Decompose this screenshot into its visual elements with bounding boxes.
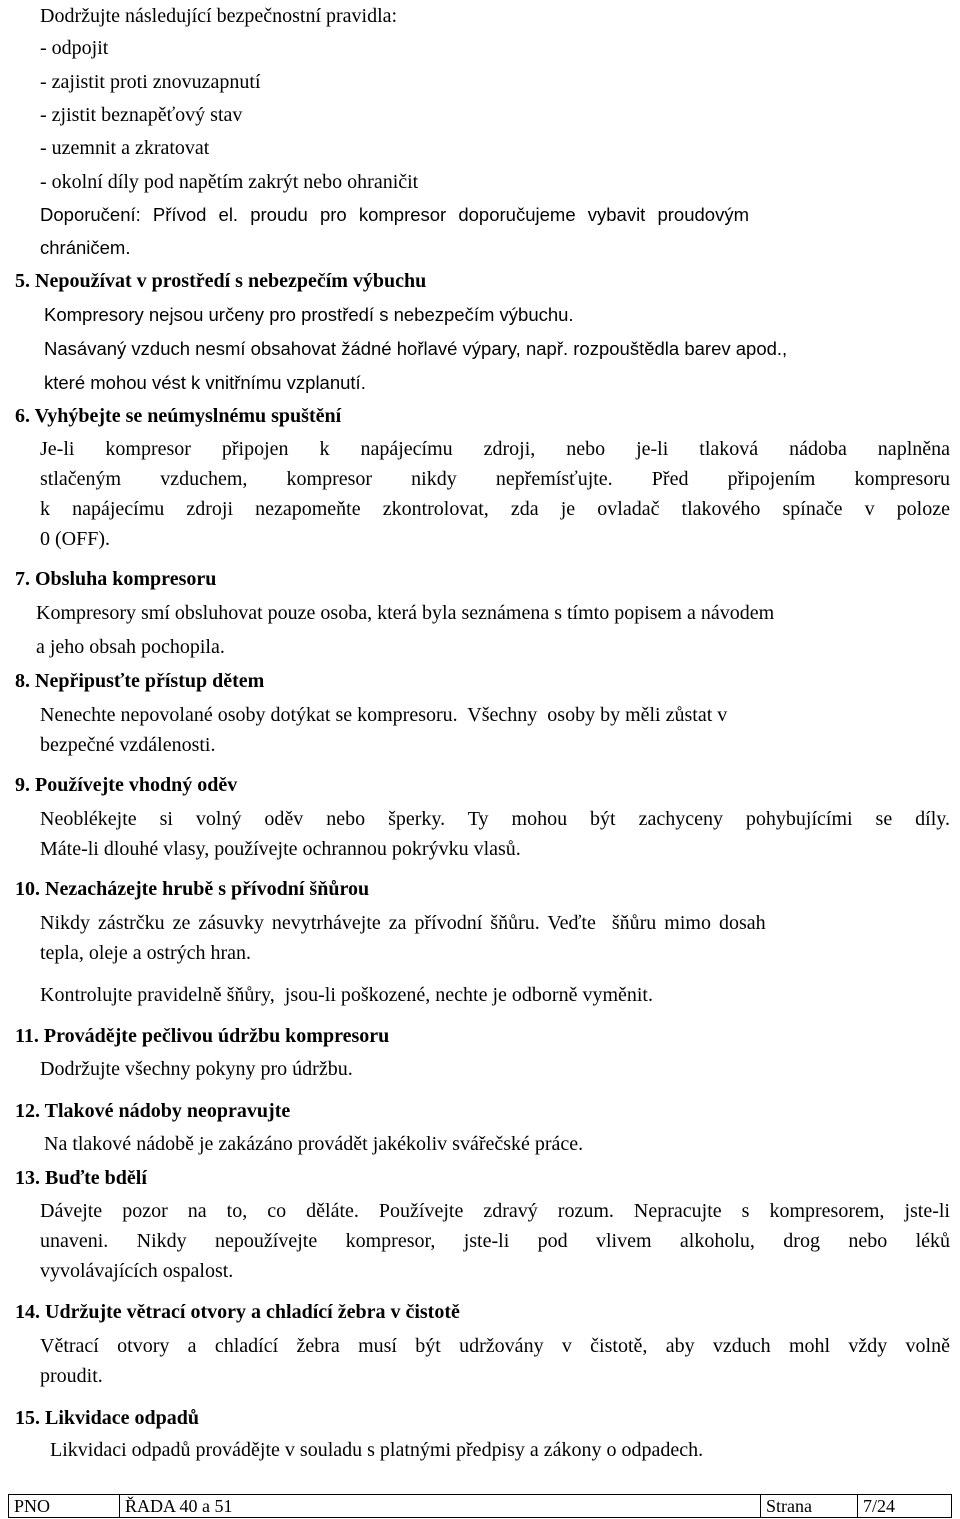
- section-10-text: Nikdy zástrčku ze zásuvky nevytrhávejte za přívodní šňůru. Veďte šňůru mimo dosah: [40, 912, 766, 934]
- section-11-title: 11. Provádějte pečlivou údržbu kompresoru: [15, 1025, 390, 1047]
- section-13-text: Dávejte pozor na to, co děláte. Používejte zdravý rozum. Nepracujte s kompresorem, jste-li: [40, 1200, 950, 1222]
- section-6-text: Je-li kompresor připojen k napájecímu zdroji, nebo je-li tlaková nádoba naplněna: [40, 438, 950, 460]
- rule-item: - uzemnit a zkratovat: [40, 137, 210, 159]
- rule-item: - odpojit: [40, 37, 109, 59]
- section-15-title: 15. Likvidace odpadů: [15, 1407, 199, 1429]
- section-7-text: a jeho obsah pochopila.: [36, 636, 225, 658]
- section-5-text: Nasávaný vzduch nesmí obsahovat žádné hořlavé výpary, např. rozpouštědla barev apod.,: [44, 338, 788, 359]
- section-6-text: 0 (OFF).: [40, 528, 111, 550]
- rule-item: - zajistit proti znovuzapnutí: [40, 71, 261, 93]
- section-5-text: Kompresory nejsou určeny pro prostředí s nebezpečím výbuchu.: [44, 304, 574, 325]
- section-13-title: 13. Buďte bdělí: [15, 1167, 147, 1189]
- section-5-text: které mohou vést k vnitřnímu vzplanutí.: [44, 372, 366, 393]
- section-10-text: tepla, oleje a ostrých hran.: [40, 942, 252, 964]
- footer-brand: PNO: [9, 1495, 120, 1518]
- footer-series: ŘADA 40 a 51: [120, 1495, 761, 1518]
- section-7-text: Kompresory smí obsluhovat pouze osoba, která byla seznámena s tímto popisem a návodem: [36, 602, 775, 624]
- section-14-text: Větrací otvory a chladící žebra musí být udržovány v čistotě, aby vzduch mohl vždy volně: [40, 1335, 950, 1357]
- section-9-text: Máte-li dlouhé vlasy, používejte ochrannou pokrývku vlasů.: [40, 838, 521, 860]
- footer-page-label: Strana: [761, 1495, 858, 1518]
- section-9-title: 9. Používejte vhodný oděv: [15, 774, 238, 796]
- section-13-text: unaveni. Nikdy nepoužívejte kompresor, jste-li pod vlivem alkoholu, drog nebo léků: [40, 1230, 950, 1252]
- section-12-title: 12. Tlakové nádoby neopravujte: [15, 1100, 291, 1122]
- recommendation-text: Doporučení: Přívod el. proudu pro kompresor doporučujeme vybavit proudovým: [40, 204, 749, 225]
- rules-heading: Dodržujte následující bezpečnostní pravidla:: [40, 5, 398, 27]
- section-6-title: 6. Vyhýbejte se neúmyslnému spuštění: [15, 405, 342, 427]
- section-10-title: 10. Nezacházejte hrubě s přívodní šňůrou: [15, 878, 370, 900]
- section-15-text: Likvidaci odpadů provádějte v souladu s platnými předpisy a zákony o odpadech.: [50, 1439, 704, 1461]
- section-13-text: vyvolávajících ospalost.: [40, 1260, 234, 1282]
- footer-page-number: 7/24: [858, 1495, 952, 1518]
- section-8-title: 8. Nepřipusťte přístup dětem: [15, 670, 265, 692]
- section-8-text: bezpečné vzdálenosti.: [40, 734, 216, 756]
- section-10-text: Kontrolujte pravidelně šňůry, jsou-li poškozené, nechte je odborně vyměnit.: [40, 984, 653, 1006]
- section-12-text: Na tlakové nádobě je zakázáno provádět jakékoliv svářečské práce.: [44, 1133, 584, 1155]
- recommendation-text: chráničem.: [40, 237, 131, 258]
- page-footer: [8, 1494, 952, 1518]
- section-9-text: Neoblékejte si volný oděv nebo šperky. Ty mohou být zachyceny pohybujícími se díly.: [40, 808, 950, 830]
- section-6-text: k napájecímu zdroji nezapomeňte zkontrolovat, zda je ovladač tlakového spínače v poloze: [40, 498, 950, 520]
- section-6-text: stlačeným vzduchem, kompresor nikdy nepřemísťujte. Před připojením kompresoru: [40, 468, 950, 490]
- section-8-text: Nenechte nepovolané osoby dotýkat se kompresoru. Všechny osoby by měli zůstat v: [40, 704, 728, 726]
- section-14-text: proudit.: [40, 1365, 103, 1387]
- section-14-title: 14. Udržujte větrací otvory a chladící žebra v čistotě: [15, 1301, 460, 1323]
- section-5-title: 5. Nepoužívat v prostředí s nebezpečím výbuchu: [15, 270, 427, 292]
- rule-item: - okolní díly pod napětím zakrýt nebo ohraničit: [40, 171, 419, 193]
- section-7-title: 7. Obsluha kompresoru: [15, 568, 217, 590]
- section-11-text: Dodržujte všechny pokyny pro údržbu.: [40, 1058, 353, 1080]
- rule-item: - zjistit beznapěťový stav: [40, 104, 243, 126]
